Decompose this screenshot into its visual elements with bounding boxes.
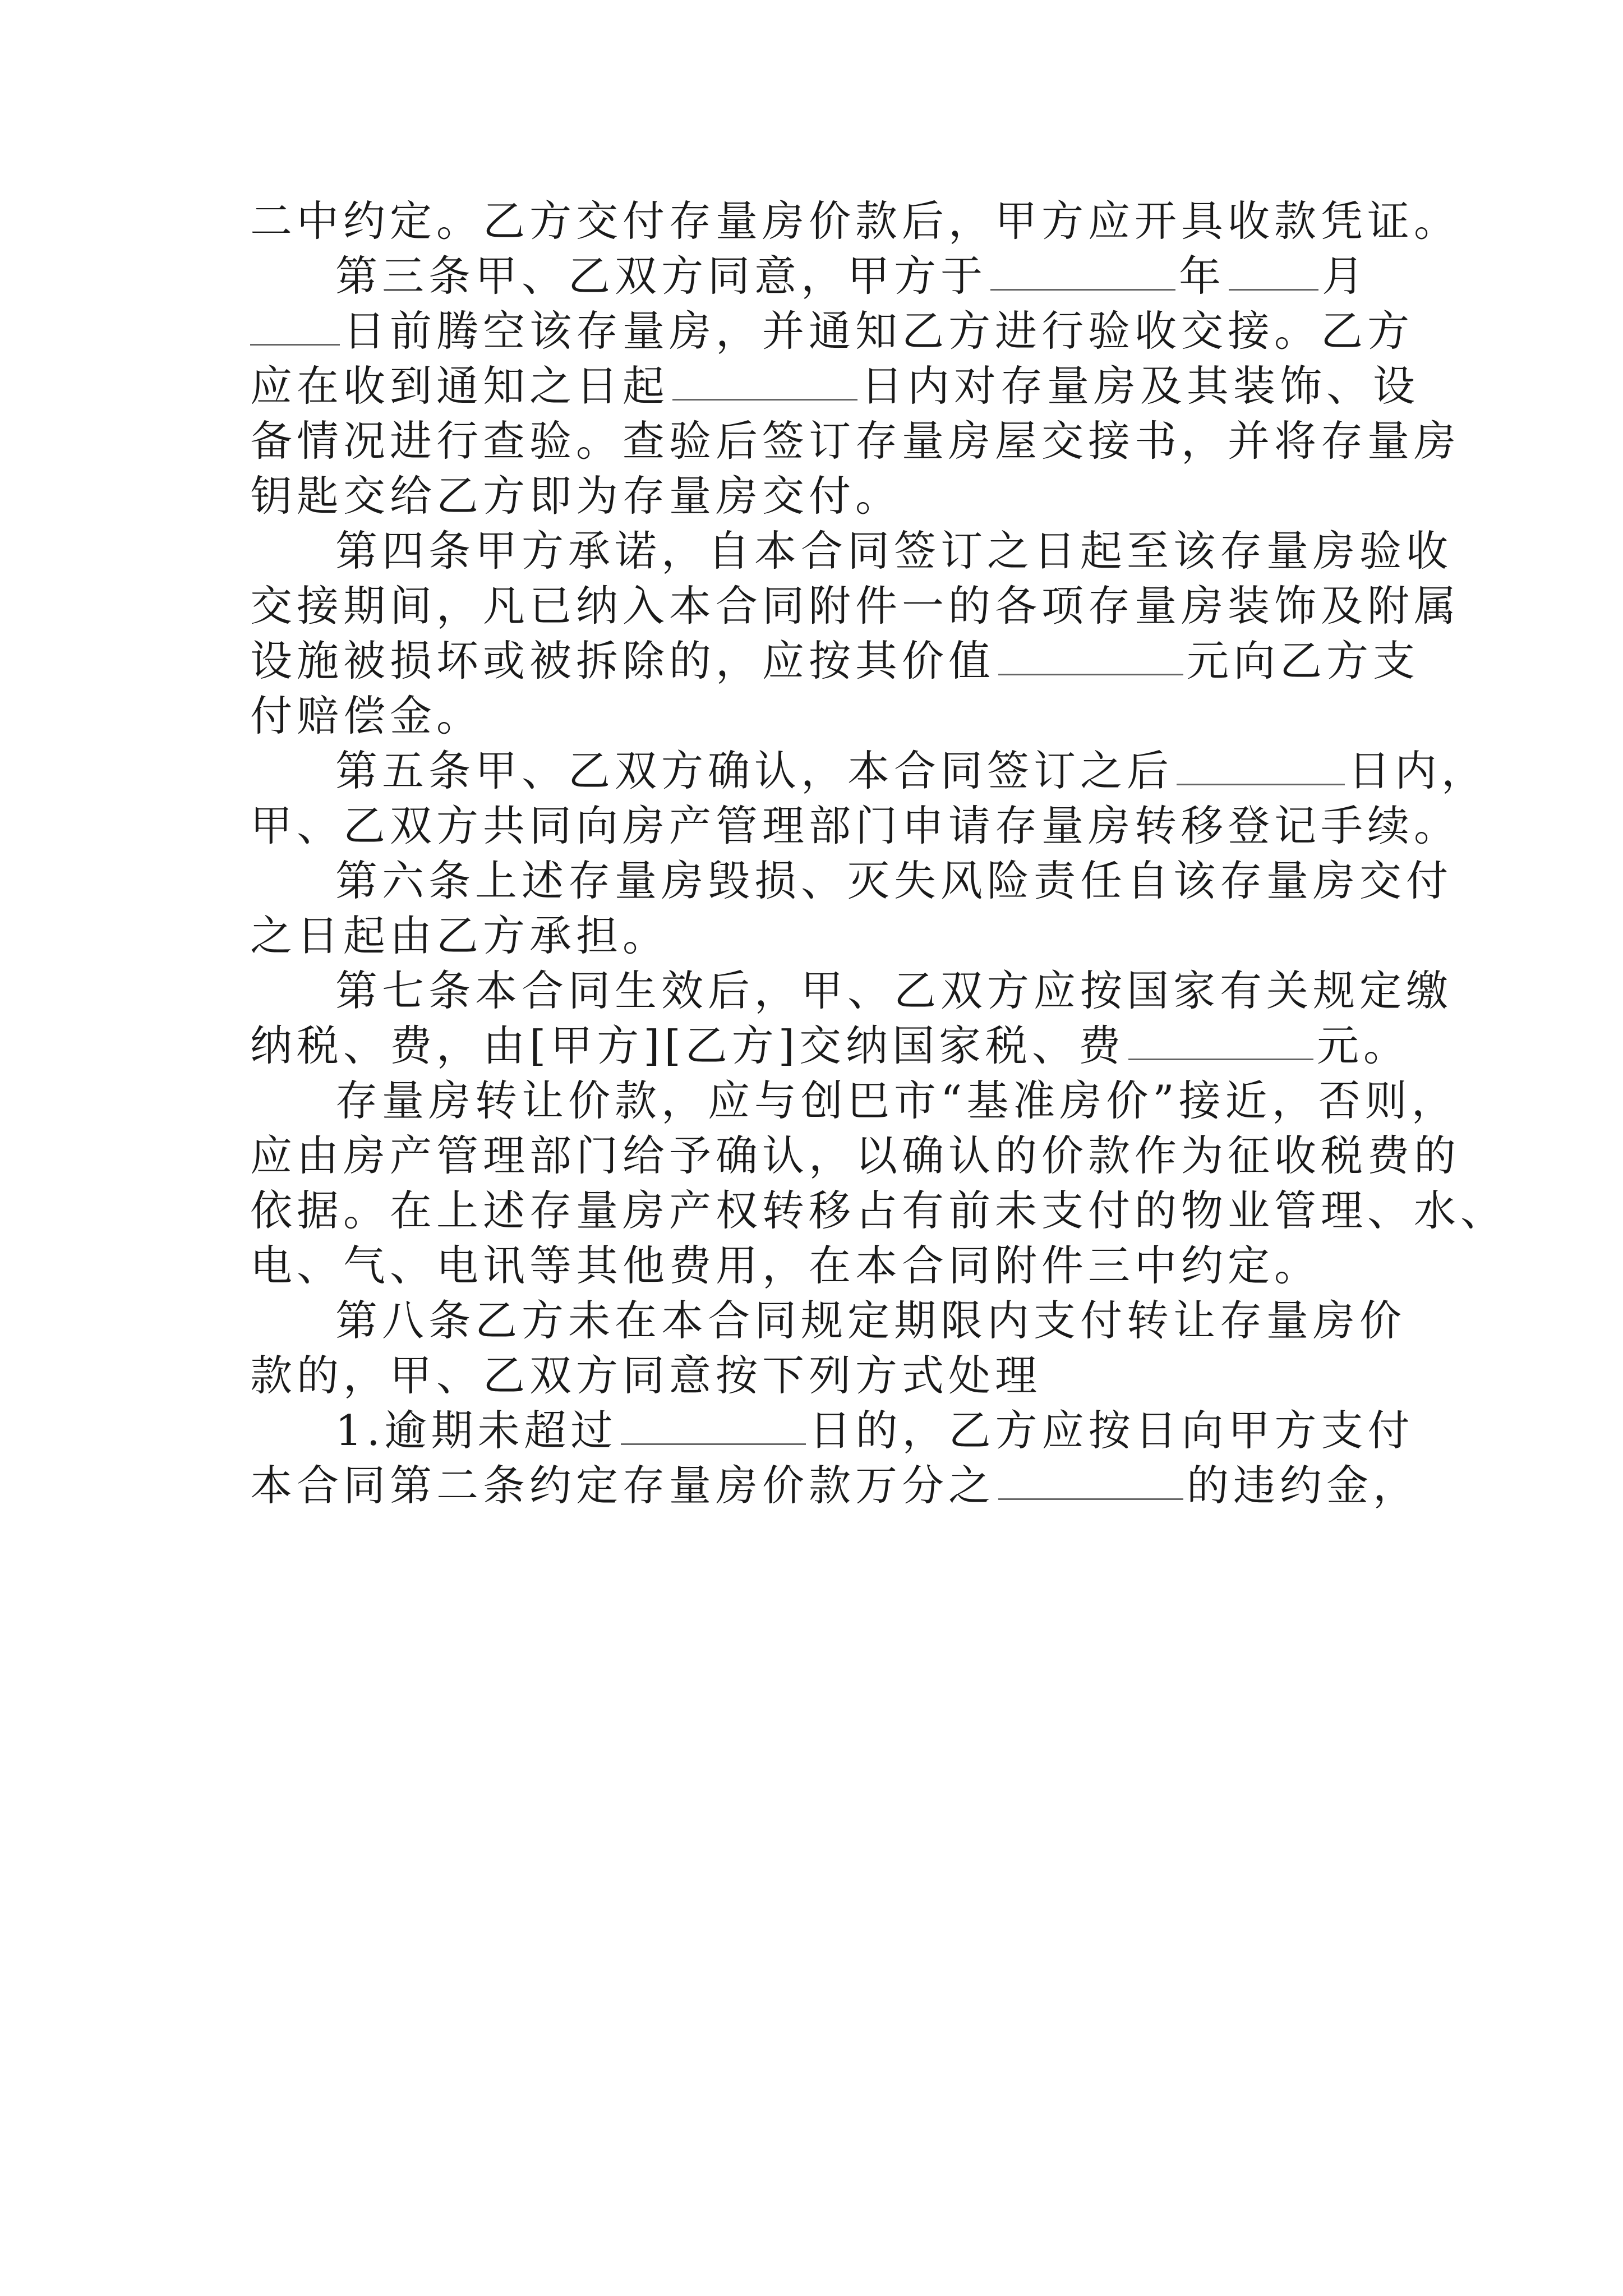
line-text: 年 <box>1179 251 1226 301</box>
contract-text <box>250 194 1507 1513</box>
blank-penalty-rate <box>998 1459 1183 1500</box>
text-line <box>250 1018 1410 1073</box>
line-text: 纳税、费，由[甲方][乙方]交纳国家税、费 <box>250 1021 1126 1070</box>
text-line <box>250 303 1414 358</box>
line-text: 交接期间，凡已纳入本合同附件一的各项存量房装饰及附属 <box>250 581 1461 631</box>
blank-day <box>250 305 340 346</box>
text-line <box>250 1238 1394 1293</box>
line-text: 第六条上述存量房毁损、灭失风险责任自该存量房交付 <box>335 856 1453 905</box>
blank-month <box>1229 250 1318 291</box>
line-text: 甲、乙双方共同向房产管理部门申请存量房转移登记手续。 <box>250 801 1461 850</box>
line-text: 第八条乙方未在本合同规定期限内支付转让存量房价 <box>335 1296 1407 1345</box>
blank-overdue-days <box>621 1404 806 1445</box>
line-text: 第四条甲方承诺，自本合同签订之日起至该存量房验收 <box>335 526 1453 576</box>
text-line <box>250 358 1420 413</box>
line-text: 元。 <box>1317 1021 1410 1070</box>
line-text: 设施被损坏或被拆除的，应按其价值 <box>250 636 995 685</box>
text-line <box>250 1293 1407 1348</box>
text-line <box>250 1458 1420 1513</box>
line-text: 第五条甲、乙双方确认，本合同签订之后 <box>335 746 1174 795</box>
text-line <box>250 1183 1507 1238</box>
blank-inspection-days <box>672 360 857 401</box>
line-text: 日前腾空该存量房，并通知乙方进行验收交接。乙方 <box>343 306 1414 356</box>
line-text: 依据。在上述存量房产权转移占有前未支付的物业管理、水、 <box>250 1186 1507 1235</box>
line-text: 月 <box>1322 251 1369 301</box>
text-line <box>250 249 1394 303</box>
text-line <box>250 468 1394 523</box>
text-line <box>250 963 1453 1018</box>
line-text: 第三条甲、乙双方同意，甲方于 <box>335 251 988 301</box>
text-line <box>250 1348 1394 1403</box>
text-line <box>250 194 1461 249</box>
line-text: 存量房转让价款，应与创巴市“基准房价”接近，否则， <box>335 1076 1458 1125</box>
text-line <box>250 853 1453 908</box>
text-line <box>250 908 1394 963</box>
line-text: 元向乙方支 <box>1187 636 1420 685</box>
text-line <box>250 1403 1414 1458</box>
blank-registration-days <box>1177 744 1345 785</box>
text-line <box>250 688 1394 743</box>
line-text: 备情况进行查验。查验后签订存量房屋交接书，并将存量房 <box>250 416 1461 466</box>
line-text: 钥匙交给乙方即为存量房交付。 <box>250 471 902 521</box>
blank-compensation-amount <box>998 634 1183 675</box>
line-text: 第七条本合同生效后，甲、乙双方应按国家有关规定缴 <box>335 966 1453 1015</box>
text-line <box>250 1128 1461 1183</box>
text-line <box>250 523 1453 578</box>
line-text: 本合同第二条约定存量房价款万分之 <box>250 1461 995 1510</box>
blank-tax-amount <box>1128 1019 1313 1060</box>
line-text: 日内对存量房及其装饰、设 <box>861 361 1420 411</box>
text-line <box>250 743 1488 798</box>
line-text: 电、气、电讯等其他费用，在本合同附件三中约定。 <box>250 1241 1321 1290</box>
line-text: 1.逾期未超过 <box>335 1406 617 1455</box>
line-text: 款的，甲、乙双方同意按下列方式处理 <box>250 1351 1042 1400</box>
blank-year <box>990 250 1175 291</box>
line-text: 之日起由乙方承担。 <box>250 911 670 960</box>
line-text: 日内， <box>1348 746 1488 795</box>
line-text: 付赔偿金。 <box>250 691 483 740</box>
line-text: 应由房产管理部门给予确认，以确认的价款作为征收税费的 <box>250 1131 1461 1180</box>
text-line <box>250 633 1420 688</box>
line-text: 应在收到通知之日起 <box>250 361 670 411</box>
text-line <box>250 1073 1458 1128</box>
line-text: 日的，乙方应按日向甲方支付 <box>809 1406 1414 1455</box>
line-text: 的违约金， <box>1187 1461 1420 1510</box>
line-text: 二中约定。乙方交付存量房价款后，甲方应开具收款凭证。 <box>250 196 1461 246</box>
text-line <box>250 798 1461 853</box>
text-line <box>250 413 1461 468</box>
text-line <box>250 578 1461 633</box>
